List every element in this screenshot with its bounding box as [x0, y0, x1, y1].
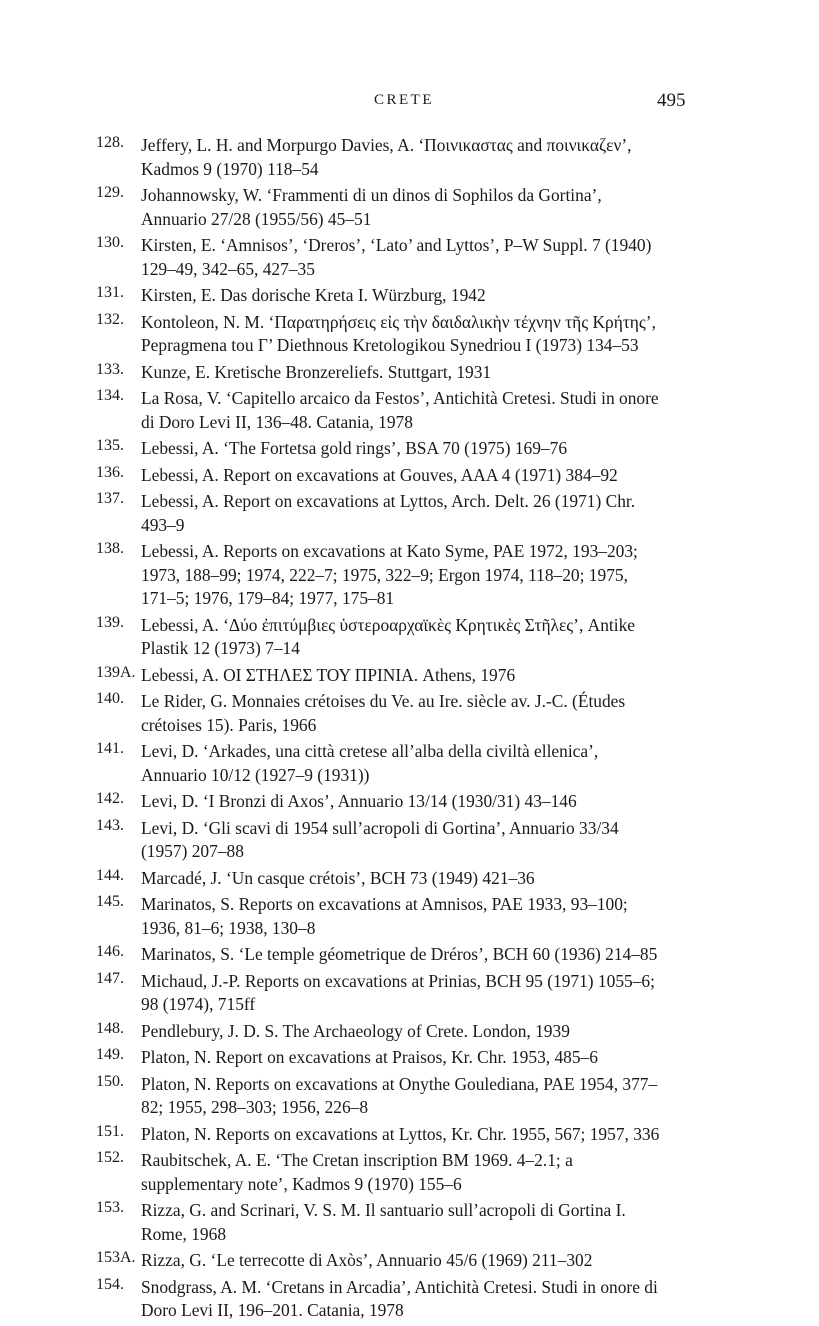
entry-text: Lebessi, A. Report on excavations at Gouves, AAA 4 (1971) 384–92 [141, 464, 618, 485]
entry-number: 129. [96, 184, 124, 201]
bibliography-entry [0, 1020, 661, 1044]
bibliography-entry [0, 970, 661, 1017]
entry-number: 153A. [96, 1249, 136, 1266]
entry-text: Kirsten, E. ‘Amnisos’, ‘Dreros’, ‘Lato’ and Lyttos’, P–W Suppl. 7 (1940) 129–49, 342–65, 427–35 [141, 235, 652, 279]
bibliography-entry [0, 943, 661, 967]
bibliography-entry [0, 387, 661, 434]
entry-text: Platon, N. Reports on excavations at Onythe Goulediana, PAE 1954, 377–82; 1955, 298–303; 1956, 226–8 [141, 1073, 658, 1117]
bibliography-entry [0, 234, 661, 281]
bibliography-entry [0, 664, 661, 688]
entry-text: Jeffery, L. H. and Morpurgo Davies, A. ‘Ποινικαστας and ποινικαζεν’, Kadmos 9 (1970) 118–54 [141, 135, 632, 179]
entry-number: 130. [96, 234, 124, 251]
entry-text: Snodgrass, A. M. ‘Cretans in Arcadia’, Antichità Cretesi. Studi in onore di Doro Levi II, 196–201. Catania, 1978 [141, 1276, 658, 1320]
entry-number: 132. [96, 310, 124, 328]
entry-number: 128. [96, 134, 124, 151]
entry-number: 131. [96, 284, 124, 301]
bibliography-entry [0, 1149, 661, 1196]
bibliography-entry [0, 437, 661, 461]
entry-number: 141. [96, 740, 124, 757]
bibliography-entry [0, 361, 661, 385]
entry-number: 154. [96, 1275, 124, 1293]
entry-number: 153. [96, 1199, 124, 1216]
entry-number: 133. [96, 360, 124, 378]
bibliography-entry [0, 464, 661, 488]
entry-number: 148. [96, 1019, 124, 1037]
entry-text: Le Rider, G. Monnaies crétoises du Ve. au Ire. siècle av. J.-C. (Études crétoises 15). Paris, 1966 [141, 691, 626, 735]
running-head: CRETE [374, 92, 434, 108]
entry-text: Levi, D. ‘Arkades, una città cretese all’alba della civiltà ellenica’, Annuario 10/12 (1927–9 (1931)) [141, 741, 599, 785]
entry-number: 134. [96, 387, 124, 404]
bibliography-entry [0, 1046, 661, 1070]
entry-text: Platon, N. Report on excavations at Praisos, Kr. Chr. 1953, 485–6 [141, 1047, 598, 1067]
entry-number: 144. [96, 866, 124, 884]
bibliography-entry [0, 284, 661, 308]
bibliography-entry [0, 614, 661, 661]
bibliography-entry [0, 1199, 661, 1246]
bibliography-entry [0, 311, 661, 358]
entry-text: Marcadé, J. ‘Un casque crétois’, BCH 73 (1949) 421–36 [141, 867, 535, 888]
entry-number: 150. [96, 1072, 124, 1090]
bibliography-entry [0, 817, 661, 864]
entry-text: Kontoleon, N. M. ‘Παρατηρήσεις εἰς τὴν δαιδαλικὴν τέχνην τῆς Κρήτης’, Pepragmena tou Γ’ Diethnous Kretologikou Synedriou I (1973) 134–53 [141, 311, 656, 355]
entry-number: 138. [96, 540, 124, 557]
entry-text: Lebessi, A. Report on excavations at Lyttos, Arch. Delt. 26 (1971) Chr. 493–9 [141, 491, 636, 535]
entry-number: 149. [96, 1046, 124, 1063]
entry-text: Johannowsky, W. ‘Frammenti di un dinos di Sophilos da Gortina’, Annuario 27/28 (1955/56) 45–51 [141, 185, 602, 229]
bibliography-entry [0, 540, 661, 611]
entry-text: Kunze, E. Kretische Bronzereliefs. Stuttgart, 1931 [141, 361, 492, 382]
entry-text: Rizza, G. and Scrinari, V. S. M. Il santuario sull’acropoli di Gortina I. Rome, 1968 [141, 1200, 626, 1244]
entry-text: La Rosa, V. ‘Capitello arcaico da Festos’, Antichità Cretesi. Studi in onore di Doro Levi II, 136–48. Catania, 1978 [141, 388, 659, 432]
entry-number: 140. [96, 690, 124, 707]
entry-number: 147. [96, 969, 124, 987]
entry-text: Pendlebury, J. D. S. The Archaeology of Crete. London, 1939 [141, 1020, 570, 1041]
entry-number: 145. [96, 893, 124, 910]
entry-number: 137. [96, 490, 124, 507]
entry-text: Marinatos, S. ‘Le temple géometrique de Dréros’, BCH 60 (1936) 214–85 [141, 944, 658, 964]
page-header [0, 92, 819, 122]
entry-text: Platon, N. Reports on excavations at Lyttos, Kr. Chr. 1955, 567; 1957, 336 [141, 1123, 660, 1144]
entry-number: 142. [96, 790, 124, 807]
entry-number: 136. [96, 463, 124, 481]
entry-number: 152. [96, 1149, 124, 1166]
entry-text: Lebessi, A. ‘The Fortetsa gold rings’, BSA 70 (1975) 169–76 [141, 438, 568, 458]
bibliography-entry [0, 893, 661, 940]
entry-text: Levi, D. ‘I Bronzi di Axos’, Annuario 13/14 (1930/31) 43–146 [141, 791, 577, 811]
bibliography-entry [0, 867, 661, 891]
page-number: 495 [657, 90, 686, 111]
entry-text: Raubitschek, A. E. ‘The Cretan inscription BM 1969. 4–2.1; a supplementary note’, Kadmos 9 (1970) 155–6 [141, 1150, 573, 1194]
entry-number: 143. [96, 816, 124, 834]
entry-text: Kirsten, E. Das dorische Kreta I. Würzburg, 1942 [141, 285, 486, 305]
entry-text: Michaud, J.-P. Reports on excavations at Prinias, BCH 95 (1971) 1055–6; 98 (1974), 715ff [141, 970, 655, 1014]
bibliography-entry [0, 1073, 661, 1120]
entry-number: 146. [96, 943, 124, 960]
entry-text: Lebessi, A. Reports on excavations at Kato Syme, PAE 1972, 193–203; 1973, 188–99; 1974, 222–7; 1975, 322–9; Ergon 1974, 118–20; 1975, 171–5; 1976, 179–84; 1977, 175–81 [141, 541, 638, 608]
bibliography-entry [0, 740, 661, 787]
entry-number: 139A. [96, 663, 136, 681]
entry-text: Lebessi, A. ‘Δύο ἐπιτύμβιες ὑστεροαρχαϊκὲς Κρητικὲς Στῆλες’, Antike Plastik 12 (1973) 7–14 [141, 614, 635, 658]
bibliography-list [0, 134, 819, 1326]
entry-text: Levi, D. ‘Gli scavi di 1954 sull’acropoli di Gortina’, Annuario 33/34 (1957) 207–88 [141, 817, 619, 861]
entry-text: Lebessi, A. ΟΙ ΣΤΗΛΕΣ ΤΟΥ ΠΡΙΝΙΑ. Athens, 1976 [141, 664, 516, 685]
entry-number: 135. [96, 437, 124, 454]
entry-text: Rizza, G. ‘Le terrecotte di Axòs’, Annuario 45/6 (1969) 211–302 [141, 1250, 593, 1270]
bibliography-entry [0, 1249, 661, 1273]
entry-number: 151. [96, 1122, 124, 1140]
bibliography-entry [0, 1276, 661, 1323]
bibliography-entry [0, 490, 661, 537]
entry-number: 139. [96, 613, 124, 631]
entry-text: Marinatos, S. Reports on excavations at Amnisos, PAE 1933, 93–100; 1936, 81–6; 1938, 130–8 [141, 894, 628, 938]
bibliography-entry [0, 1123, 661, 1147]
bibliography-entry [0, 184, 661, 231]
bibliography-entry [0, 690, 661, 737]
bibliography-entry [0, 790, 661, 814]
bibliography-entry [0, 134, 661, 181]
